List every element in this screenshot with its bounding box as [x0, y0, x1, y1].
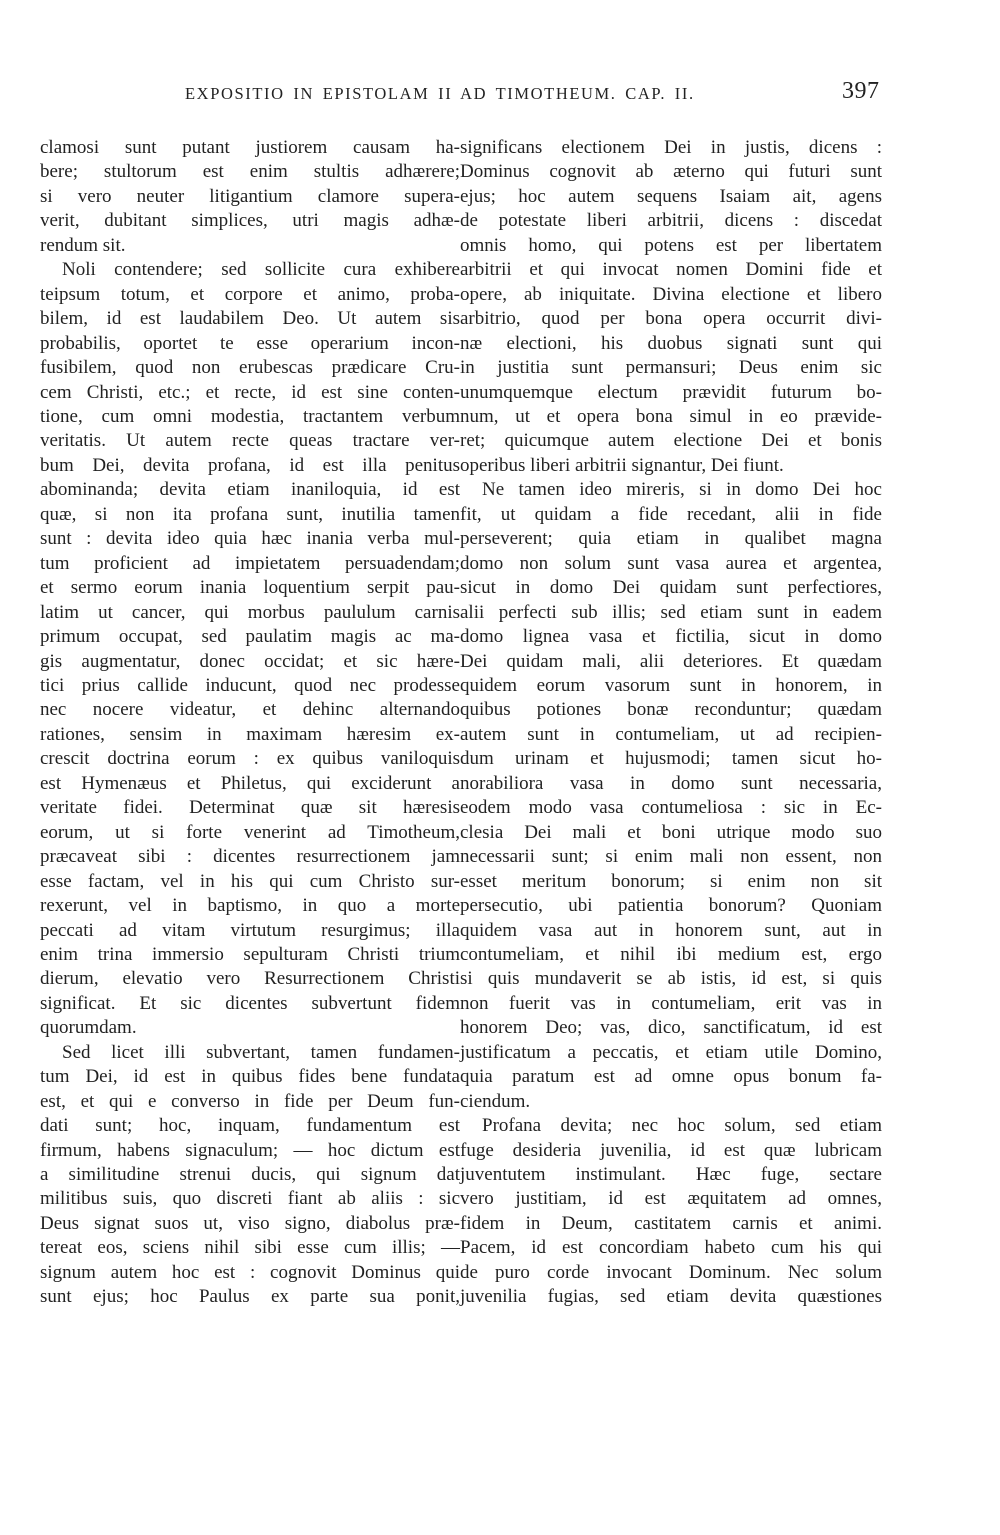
text-line: Dominus cognovit ab æterno qui futuri sunt — [460, 161, 882, 183]
text-line: Noli contendere; sed sollicite cura exhibere — [62, 259, 460, 281]
text-line: clamosi sunt putant justiorem causam ha- — [40, 137, 460, 158]
text-line: opere, ab iniquitate. Divina electione et libero — [460, 283, 882, 305]
text-line: fit, ut quidam a fide recedant, alii in fide — [460, 503, 882, 525]
text-line: ret; quicumque autem electione Dei et bonis — [460, 430, 882, 452]
text-line: Sed licet illi subvertant, tamen fundamen- — [62, 1041, 460, 1063]
text-line: ejus; hoc autem sequens Isaiam ait, agens — [460, 185, 882, 207]
text-line: esset meritum bonorum; si enim non sit — [460, 870, 882, 892]
text-line: persecutio, ubi patientia bonorum? Quoniam — [460, 895, 882, 917]
text-line: clesia Dei mali et boni utrique modo suo — [460, 821, 882, 843]
text-line: eorum, ut si forte venerint ad Timotheum, — [40, 821, 460, 843]
text-line: quibus potiones bonæ reconduntur; quædam — [460, 699, 882, 721]
text-line: bere; stultorum est enim stultis adhærere; — [40, 161, 460, 183]
running-head: EXPOSITIO IN EPISTOLAM II AD TIMOTHEUM. CAP. II. — [185, 84, 695, 103]
text-line: næ electioni, his duobus signati sunt qui — [460, 332, 882, 354]
page-number: 397 — [842, 78, 880, 104]
text-line: abominanda; devita etiam inaniloquia, id est — [40, 479, 460, 501]
text-line: significans electionem Dei in justis, dicens : — [460, 137, 882, 158]
text-line: fuge desideria juvenilia, id est quæ lubricam — [460, 1139, 882, 1161]
text-line: crescit doctrina eorum : ex quibus vaniloquis — [40, 748, 460, 770]
text-line: rendum sit. — [40, 234, 126, 256]
left-column — [40, 136, 460, 1310]
text-line: primum occupat, sed paulatim magis ac ma- — [40, 626, 460, 648]
text-line: sunt : devita ideo quia hæc inania verba mul- — [40, 528, 460, 550]
text-line: veritate fidei. Determinat quæ sit hæresis — [40, 797, 460, 819]
text-line: arbitrio, quod per bona opera occurrit divi- — [460, 308, 882, 330]
text-line: a similitudine strenui ducis, qui signum dat — [40, 1164, 460, 1186]
text-line: signum autem hoc est : cognovit Dominus qui — [40, 1261, 460, 1283]
text-line: quorumdam. — [40, 1017, 137, 1039]
text-line: dati sunt; hoc, inquam, fundamentum est — [40, 1115, 460, 1137]
text-line: est Hymenæus et Philetus, qui exciderunt a — [40, 772, 460, 794]
text-line: sunt ejus; hoc Paulus ex parte sua ponit, — [40, 1286, 460, 1308]
text-line: domo non solum sunt vasa aurea et argentea, — [460, 552, 882, 574]
text-line: gis augmentatur, donec occidat; et sic hære- — [40, 650, 460, 672]
right-column — [460, 136, 882, 1310]
text-line: fusibilem, quod non erubescas prædicare Cru- — [40, 357, 460, 379]
text-line: non fuerit vas in contumeliam, erit vas in — [460, 992, 882, 1014]
text-line: Deus signat suos ut, viso signo, diabolus præ- — [40, 1212, 460, 1234]
text-line: teipsum totum, et corpore et animo, proba- — [40, 283, 460, 305]
text-line: norabiliora vasa in domo sunt necessaria, — [460, 772, 882, 794]
text-line: honorem Deo; vas, dico, sanctificatum, id est — [460, 1017, 882, 1039]
text-line: eodem modo vasa contumeliosa : sic in Ec- — [460, 797, 882, 819]
text-line: rationes, sensim in maximam hæresim ex- — [40, 723, 460, 745]
text-line: operibus liberi arbitrii signantur, Dei fiunt. — [460, 454, 784, 476]
text-line: tum Dei, id est in quibus fides bene fundata — [40, 1066, 460, 1088]
text-line: tum proficient ad impietatem persuadendam; — [40, 552, 460, 574]
text-line: tereat eos, sciens nihil sibi esse cum illis; — — [40, 1237, 460, 1259]
text-line: vero justitiam, id est æquitatem ad omnes, — [460, 1188, 882, 1210]
text-line: quæ, si non ita profana sunt, inutilia tamen — [40, 503, 460, 525]
text-line: est, et qui e converso in fide per Deum fun- — [40, 1090, 460, 1112]
text-line: rexerunt, vel in baptismo, in quo a morte — [40, 895, 460, 917]
text-line: latim ut cancer, qui morbus paululum carnis — [40, 601, 460, 623]
text-line: autem sunt in contumeliam, ut ad recipien- — [460, 723, 882, 745]
text-line: quidem vasa aut in honorem sunt, aut in — [460, 919, 882, 941]
text-line: firmum, habens signaculum; — hoc dictum est — [40, 1139, 460, 1161]
text-line: Pacem, id est concordiam habeto cum his qui — [460, 1237, 882, 1259]
text-line: Profana devita; nec hoc solum, sed etiam — [482, 1115, 882, 1137]
text-line: domo lignea vasa et fictilia, sicut in domo — [460, 626, 882, 648]
text-line: præcaveat sibi : dicentes resurrectionem jam — [40, 846, 460, 868]
text-line: dum urinam et hujusmodi; tamen sicut ho- — [460, 748, 882, 770]
text-line: cem Christi, etc.; et recte, id est sine conten- — [40, 381, 460, 403]
text-line: sicut in domo Dei quidam sunt perfectiores, — [460, 577, 882, 599]
text-line: Dei quidam mali, alii deteriores. Et quædam — [460, 650, 882, 672]
text-line: contumeliam, et nihil ibi medium est, ergo — [460, 943, 882, 965]
text-line: num, ut et opera bona simul in eo prævide- — [460, 405, 882, 427]
text-line: verit, dubitant simplices, utri magis adhæ- — [40, 210, 460, 232]
text-line: arbitrii et qui invocat nomen Domini fide et — [460, 259, 882, 281]
text-line: et sermo eorum inania loquentium serpit pau- — [40, 577, 460, 599]
text-line: justificatum a peccatis, et etiam utile Domino, — [460, 1041, 882, 1063]
text-line: ciendum. — [460, 1090, 531, 1112]
text-line: in justitia sunt permansuri; Deus enim sic — [460, 357, 882, 379]
text-line: juvenilia fugias, sed etiam devita quæstiones — [460, 1286, 882, 1308]
text-line: bum Dei, devita profana, id est illa penitus — [40, 454, 460, 476]
text-line: juventutem instimulant. Hæc fuge, sectare — [460, 1164, 882, 1186]
text-line: enim trina immersio sepulturam Christi trium — [40, 943, 460, 965]
text-line: de potestate liberi arbitrii, dicens : discedat — [460, 210, 882, 232]
text-line: dierum, elevatio vero Resurrectionem Christi — [40, 968, 460, 990]
text-line: quidem eorum vasorum sunt in honorem, in — [460, 674, 882, 696]
text-line: veritatis. Ut autem recte queas tractare ver- — [40, 430, 460, 452]
text-line: necessarii sunt; si enim mali non essent, non — [460, 846, 882, 868]
text-line: alii perfecti sub illis; sed etiam sunt in eadem — [460, 601, 882, 623]
text-line: bilem, id est laudabilem Deo. Ut autem sis — [40, 308, 460, 330]
text-line: si vero neuter litigantium clamore supera- — [40, 185, 460, 207]
text-line: nec nocere videatur, et dehinc alternando — [40, 699, 460, 721]
text-line: perseverent; quia etiam in qualibet magna — [460, 528, 882, 550]
text-line: de puro corde invocant Dominum. Nec solum — [460, 1261, 882, 1283]
text-line: esse factam, vel in his qui cum Christo sur- — [40, 870, 460, 892]
text-line: tione, cum omni modestia, tractantem verbum — [40, 405, 460, 427]
text-line: tici prius callide inducunt, quod nec prodesse — [40, 674, 460, 696]
text-line: si quis mundaverit se ab istis, id est, si quis — [460, 968, 882, 990]
text-line: peccati ad vitam virtutum resurgimus; illa — [40, 919, 460, 941]
text-line: quia paratum est ad omne opus bonum fa- — [460, 1066, 882, 1088]
text-line: unumquemque electum prævidit futurum bo- — [460, 381, 882, 403]
text-line: fidem in Deum, castitatem carnis et animi. — [460, 1212, 882, 1234]
text-line: omnis homo, qui potens est per libertatem — [460, 234, 882, 256]
page-header — [0, 78, 1000, 114]
text-line: probabilis, oportet te esse operarium incon- — [40, 332, 460, 354]
text-line: significat. Et sic dicentes subvertunt fidem — [40, 992, 460, 1014]
text-line: Ne tamen ideo mireris, si in domo Dei hoc — [482, 479, 882, 501]
text-line: militibus suis, quo discreti fiant ab aliis : sic — [40, 1188, 460, 1210]
